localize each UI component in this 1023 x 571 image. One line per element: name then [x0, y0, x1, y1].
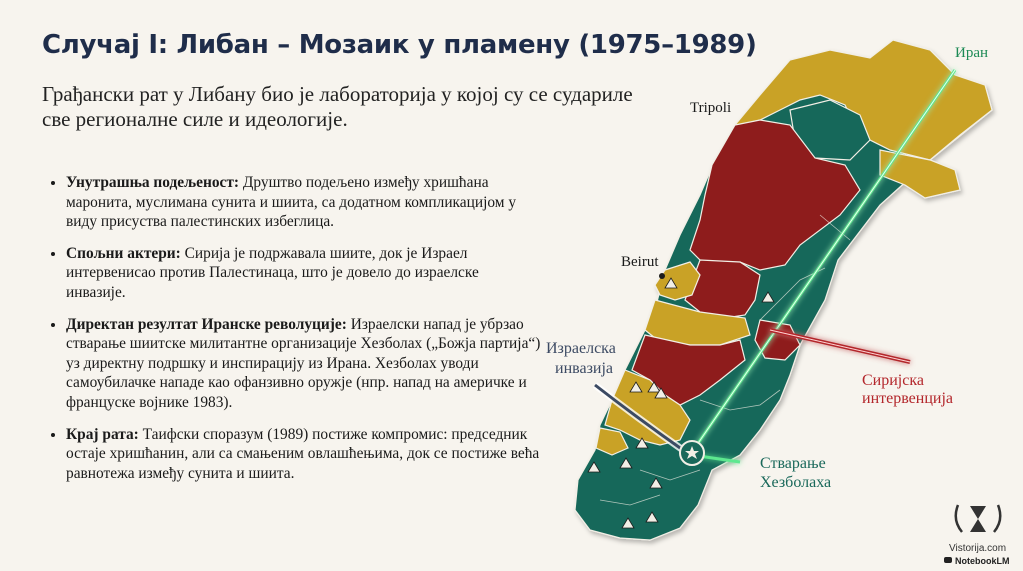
beirut-dot [659, 273, 665, 279]
label-israeli-invasion-1: Израелска [546, 340, 616, 357]
page-title: Случај I: Либан – Мозаик у пламену (1975–1989) [42, 30, 757, 60]
bullet-text: Таифски споразум (1989) постиже компромис: председник остаје хришћанин, али са смањеним овлашћењима, док се постиже већа равнотежа између сунита и шиита. [66, 425, 540, 482]
vistorija-logo [944, 505, 1010, 566]
label-syrian-intervention-2: интервенција [862, 390, 954, 407]
label-israeli-invasion-2: инвазија [555, 360, 613, 377]
bullet-heading: Спољни актери: [66, 244, 181, 262]
hourglass-icon [970, 506, 986, 532]
bullet-heading: Директан резултат Иранске револуције: [66, 315, 347, 333]
label-iran: Иран [955, 45, 989, 61]
label-hezbollah-2: Хезболаха [760, 474, 832, 491]
bullet-text: Израелски напад је убрзао стварање шиитске милитантне организације Хезболах („Божја партија“) уз директну подршку и инспирацију из Ирана. Хезболах уводи самоубилачке нападе као офанзивно оружје (нпр. напад на америчке и француске војнике 1983). [66, 315, 541, 411]
label-syrian-intervention-1: Сиријска [862, 372, 924, 389]
hezbollah-marker-icon [680, 441, 704, 465]
page-subtitle: Грађански рат у Либану био је лабораторија у којој су се судариле све регионалне силе и идеологије. [42, 82, 633, 131]
logo-brand-text: NotebookLM [955, 556, 1010, 566]
bullet-heading: Унутрашња подељеност: [66, 174, 240, 191]
city-label-tripoli: Tripoli [690, 100, 732, 116]
bullet-heading: Крај рата: [66, 425, 139, 443]
label-hezbollah-1: Стварање [760, 455, 826, 472]
city-label-beirut: Beirut [621, 254, 659, 270]
bullet-text: Сирија је подржавала шиите, док је Израел интервенисао против Палестинаца, што је довело до израелске инвазије. [66, 244, 479, 301]
region-maronite-red-2 [685, 260, 760, 318]
bullet-text: Друштво подељено између хришћана маронита, муслимана сунита и шиита, са додатном компликацијом у виду присуства палестинских избеглица. [66, 174, 517, 231]
logo-site-text: Vistorija.com [949, 543, 1007, 554]
notebooklm-icon [944, 557, 952, 563]
